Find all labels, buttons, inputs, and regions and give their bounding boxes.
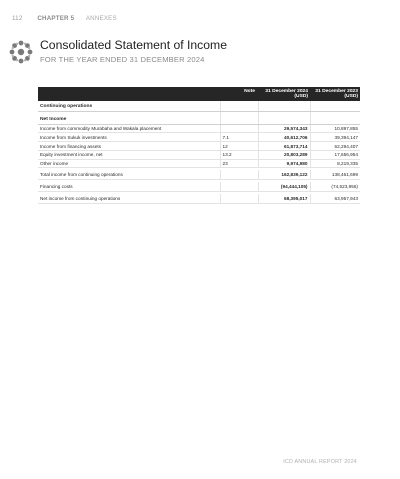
row-value-2023: 8,219,335 [310,159,360,168]
column-header-note: Note [220,87,258,101]
row-label: Total income from continuing operations [38,170,220,180]
row-note: 12 [220,142,258,151]
section-label: ANNEXES [85,15,117,22]
row-value-2024: 29,574,343 [258,124,310,133]
running-header [12,15,117,22]
total-income-row [38,170,360,180]
row-note [220,170,258,180]
row-value-2024: 162,839,122 [258,170,310,180]
table-row [38,159,360,168]
row-value-2023: 39,394,147 [310,133,360,142]
row-value-2023: 10,897,855 [310,124,360,133]
row-note [220,124,258,133]
row-label: Financing costs [38,182,220,192]
row-label: Net income from continuing operations [38,194,220,204]
table-row [38,142,360,151]
table-header-row [38,87,360,101]
row-note [220,194,258,204]
row-value-2023: 63,957,943 [310,194,360,204]
row-value-2023: 17,656,954 [310,150,360,159]
page-number: 112 [12,15,23,22]
net-income-row [38,194,360,204]
column-header-description [38,87,220,101]
row-value-2024: 20,803,289 [258,150,310,159]
icd-logo-icon [8,39,34,65]
row-note: 7.1 [220,133,258,142]
row-label: Income from financing assets [38,142,220,151]
page-title: Consolidated Statement of Income [40,38,227,52]
row-label: Income from Sukuk investments [38,133,220,142]
row-value-2024: (94,444,105) [258,182,310,192]
row-value-2023: (74,523,956) [310,182,360,192]
income-statement-table [38,87,360,204]
table-row [38,150,360,159]
table-row [38,124,360,133]
chapter-label: CHAPTER 5 [37,15,75,22]
row-note: 23 [220,159,258,168]
row-label: Other income [38,159,220,168]
subsection-row [38,112,360,124]
row-value-2024: 61,873,714 [258,142,310,151]
row-label: Income from commodity Murabaha and Wakala placement [38,124,220,133]
row-value-2024: 68,395,017 [258,194,310,204]
row-value-2024: 40,612,706 [258,133,310,142]
subsection-title: Net Income [38,112,220,124]
row-note: 13.2 [220,150,258,159]
running-footer: ICD ANNUAL REPORT 2024 [283,459,357,465]
column-header-2023: 31 December 2023 (USD) [310,87,360,101]
table-row [38,133,360,142]
section-row [38,101,360,112]
row-note [220,182,258,192]
row-value-2023: 62,294,407 [310,142,360,151]
page-subtitle: FOR THE YEAR ENDED 31 DECEMBER 2024 [40,55,205,64]
row-value-2023: 138,461,699 [310,170,360,180]
financing-costs-row [38,182,360,192]
column-header-2024: 31 December 2024 (USD) [258,87,310,101]
row-value-2024: 9,974,980 [258,159,310,168]
section-title: Continuing operations [38,101,220,112]
row-label: Equity investment income, net [38,150,220,159]
